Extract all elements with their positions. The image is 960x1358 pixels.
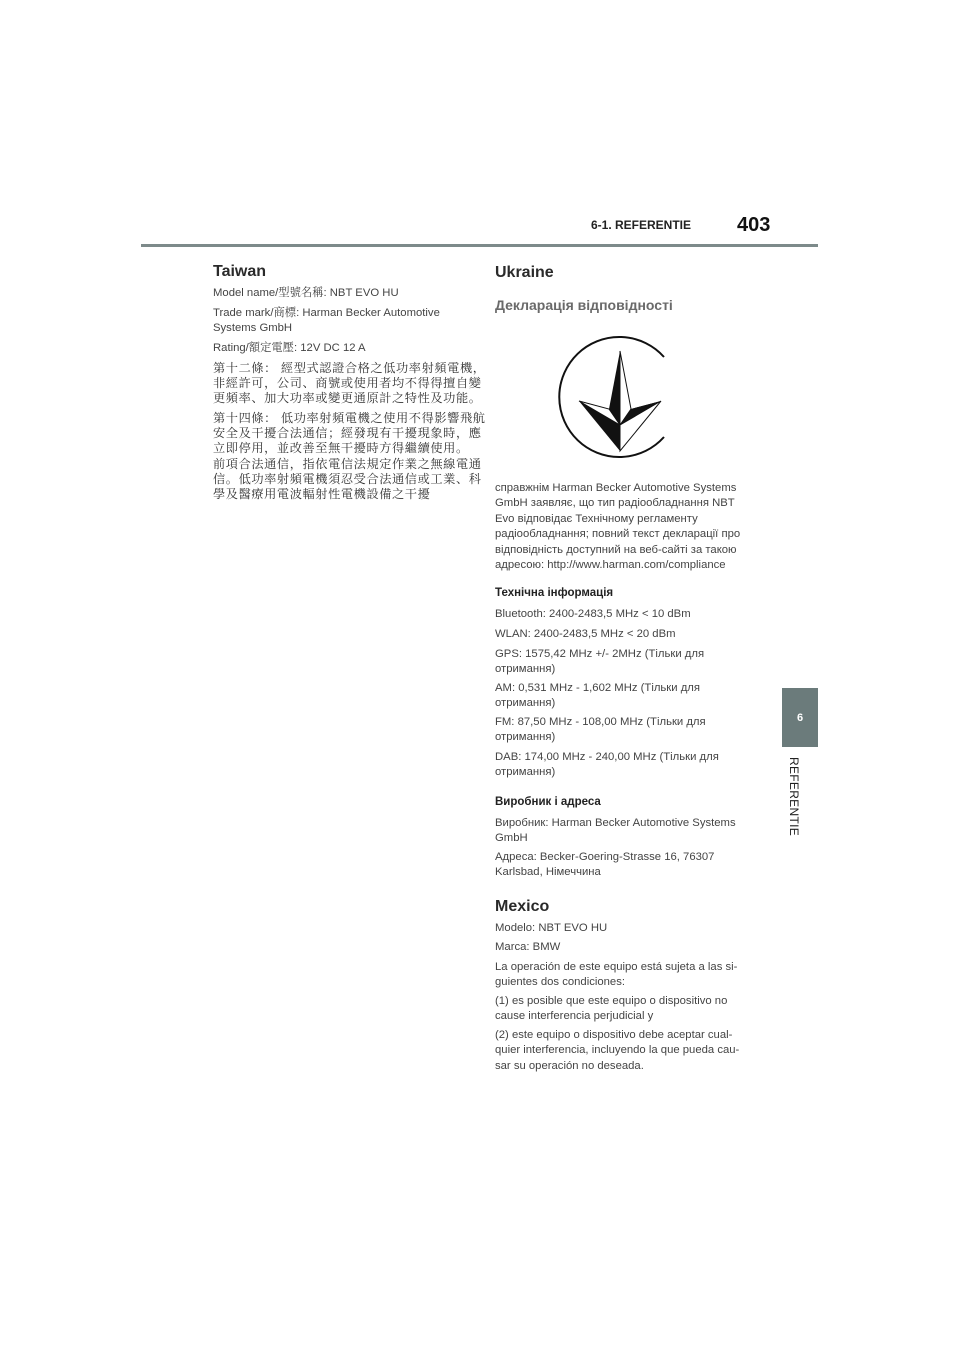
text-line: cause interferencia perjudicial y	[495, 1010, 654, 1023]
tech-info-heading: Технічна інформація	[495, 587, 614, 599]
text-line: quier interferencia, incluyendo la que pueda cau-	[495, 1044, 740, 1057]
text-line: (2) este equipo o dispositivo debe aceptar cual-	[495, 1029, 733, 1041]
text-line: GPS: 1575,42 MHz +/- 2MHz (Тільки для	[495, 648, 705, 660]
text-line: 第十四條： 低功率射頻電機之使用不得影響飛航	[213, 411, 486, 425]
mexico-intro	[495, 960, 737, 991]
text-line: Karlsbad, Німеччина	[495, 866, 601, 879]
text-line: отримання)	[495, 766, 556, 779]
chapter-number: 6	[796, 711, 804, 724]
tech-dab	[495, 750, 719, 781]
taiwan-article-14	[213, 411, 486, 502]
text-line: GmbH	[495, 832, 528, 845]
taiwan-rating: Rating/額定電壓: 12V DC 12 A	[213, 342, 366, 354]
mexico-brand: Marca: BMW	[495, 941, 561, 953]
text-line: радіообладнання; повний текст декларації про	[495, 528, 741, 541]
ukraine-declaration	[495, 481, 740, 573]
text-line: 安全及干擾合法通信；經發現有干擾現象時，應	[213, 426, 482, 441]
maker-heading: Виробник і адреса	[495, 796, 601, 808]
text-line: Systems GmbH	[213, 322, 293, 335]
text-line: (1) es posible que este equipo o dispositivo no	[495, 995, 728, 1007]
text-line: Адреса: Becker-Goering-Strasse 16, 76307	[495, 851, 715, 863]
text-line: справжнім Harman Becker Automotive Systems	[495, 482, 737, 494]
text-line: 第十二條： 經型式認證合格之低功率射頻電機，	[213, 361, 486, 375]
ukraine-heading: Ukraine	[495, 264, 554, 281]
chapter-tab[interactable]	[782, 688, 818, 747]
mexico-condition-2	[495, 1028, 739, 1074]
tech-am	[495, 681, 700, 712]
text-line: отримання)	[495, 663, 556, 676]
taiwan-article-12	[213, 361, 486, 407]
taiwan-trade	[213, 306, 440, 337]
text-line: отримання)	[495, 697, 556, 710]
text-line: 前項合法通信，指依電信法規定作業之無線電通	[213, 456, 482, 471]
mexico-heading: Mexico	[495, 898, 550, 915]
mexico-model: Modelo: NBT EVO HU	[495, 922, 608, 934]
text-line: AM: 0,531 MHz - 1,602 MHz (Тільки для	[495, 682, 700, 694]
taiwan-model: Model name/型號名稱: NBT EVO HU	[213, 287, 399, 299]
text-line: 更頻率、加大功率或變更通原計之特性及功能。	[213, 391, 482, 406]
taiwan-heading: Taiwan	[213, 263, 267, 280]
tech-bluetooth: Bluetooth: 2400-2483,5 MHz < 10 dBm	[495, 608, 691, 620]
text-line: DAB: 174,00 MHz - 240,00 MHz (Тільки для	[495, 751, 719, 763]
text-line: Trade mark/商標: Harman Becker Automotive	[213, 307, 440, 319]
text-line: Evo відповідає Технічному регламенту	[495, 512, 698, 525]
header-divider	[141, 244, 818, 247]
tech-fm	[495, 715, 706, 746]
page-number: 403	[737, 214, 771, 236]
text-line: 學及醫療用電波輻射性電機設備之干擾	[213, 487, 431, 502]
address	[495, 850, 714, 881]
text-line: guientes dos condiciones:	[495, 976, 626, 989]
text-line: 立即停用，並改善至無干擾時方得繼續使用。	[213, 441, 469, 456]
text-line: 信。低功率射頻電機須忍受合法通信或工業、科	[213, 471, 482, 486]
tech-gps	[495, 647, 704, 678]
text-line: отримання)	[495, 731, 556, 744]
text-line: La operación de este equipo está sujeta a las si-	[495, 961, 738, 973]
text-line: відповідність доступний на веб-сайті за такою	[495, 543, 737, 556]
ukrsepro-conformity-mark-icon	[555, 333, 670, 461]
maker	[495, 816, 736, 847]
section-label: 6-1. REFERENTIE	[591, 218, 692, 232]
text-line: 非經許可，公司、商號或使用者均不得得擅自變	[213, 376, 482, 391]
text-line: GmbH заявляє, що тип радіообладнання NBT	[495, 497, 735, 510]
mexico-condition-1	[495, 994, 727, 1025]
text-line: адресою: http://www.harman.com/compliance	[495, 558, 726, 571]
text-line: Виробник: Harman Becker Automotive Systems	[495, 817, 736, 829]
text-line: sar su operación no deseada.	[495, 1059, 644, 1072]
tech-wlan: WLAN: 2400-2483,5 MHz < 20 dBm	[495, 628, 676, 640]
text-line: FM: 87,50 MHz - 108,00 MHz (Тільки для	[495, 716, 706, 728]
ukraine-subheading: Декларація відповідності	[495, 297, 673, 313]
chapter-label: REFERENTIE	[787, 757, 801, 837]
